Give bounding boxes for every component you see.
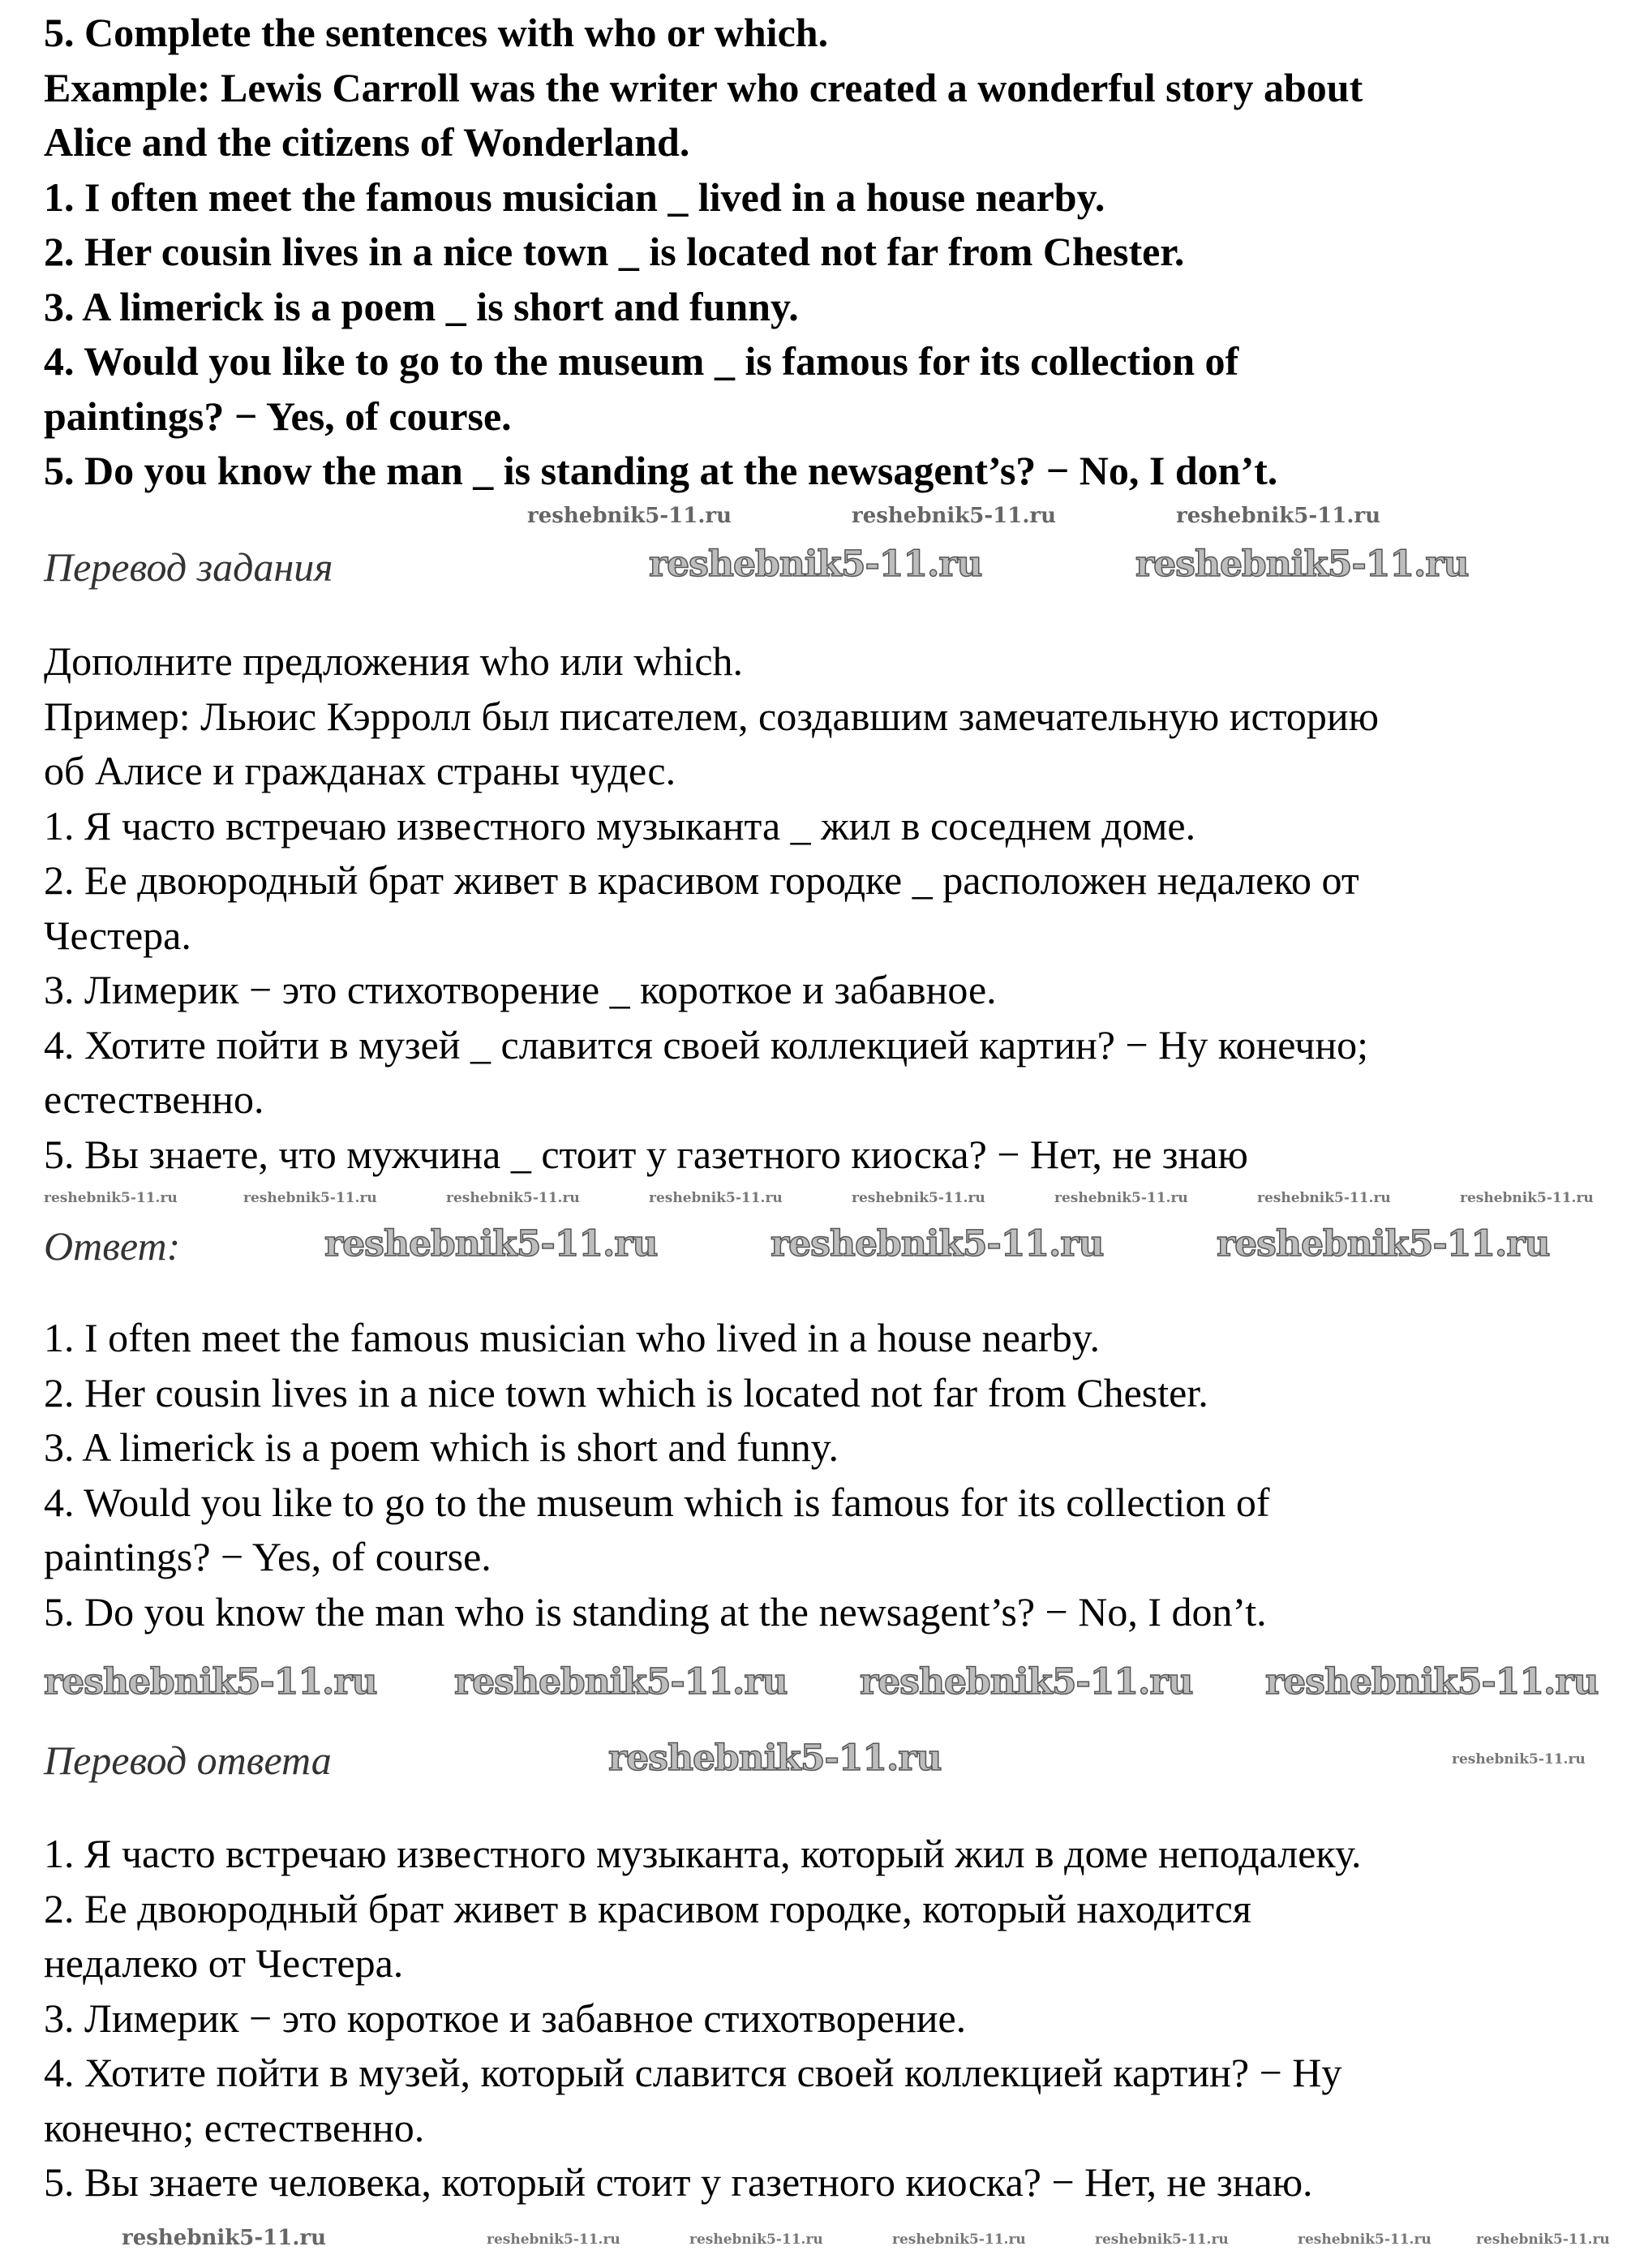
watermark: reshebnik5-11.ru [454,1661,788,1703]
watermark: reshebnik5-11.ru [1452,1751,1586,1768]
watermark: reshebnik5-11.ru [852,1190,985,1206]
watermark: reshebnik5-11.ru [1095,2231,1229,2248]
translation-line: Честера. [44,912,191,958]
task-example: Example: Lewis Carroll was the writer who created a wonderful story about [44,64,1363,110]
watermark: reshebnik5-11.ru [892,2231,1026,2248]
answer-heading: Ответ: [44,1223,181,1269]
translation-line: 5. Вы знаете, что мужчина _ стоит у газетного киоска? − Нет, не знаю [44,1131,1248,1177]
watermark: reshebnik5-11.ru [860,1661,1193,1703]
task-translation-block [44,634,1379,1182]
translation-line: 1. Я часто встречаю известного музыканта _ жил в соседнем доме. [44,802,1196,848]
watermark: reshebnik5-11.ru [852,504,1057,528]
translation-line: 2. Ее двоюродный брат живет в красивом городке _ расположен недалеко от [44,857,1359,903]
task-sentence: 4. Would you like to go to the museum _ is famous for its collection of [44,338,1239,384]
answer-translation-line: 4. Хотите пойти в музей, который славится своей коллекцией картин? − Ну [44,2050,1342,2095]
answer-translation-line: конечно; естественно. [44,2104,425,2150]
task-title: 5. Complete the sentences with who or which. [44,10,829,55]
answer-translation-line: 5. Вы знаете человека, который стоит у газетного киоска? − Нет, не знаю. [44,2159,1313,2205]
task-example-cont: Alice and the citizens of Wonderland. [44,119,690,165]
answer-translation-line: 3. Лимерик − это короткое и забавное стихотворение. [44,1995,967,2041]
watermark: reshebnik5-11.ru [44,1190,178,1206]
answer-block [44,1311,1270,1639]
watermark: reshebnik5-11.ru [1460,1190,1594,1206]
answer-line: paintings? − Yes, of course. [44,1534,491,1579]
answer-line: 5. Do you know the man who is standing at the newsagent’s? − No, I don’t. [44,1588,1267,1634]
task-sentence: paintings? − Yes, of course. [44,393,512,439]
watermark: reshebnik5-11.ru [1135,543,1469,585]
watermark: reshebnik5-11.ru [608,1738,942,1779]
translation-line: Пример: Льюис Кэрролл был писателем, создавшим замечательную историю [44,693,1379,739]
watermark: reshebnik5-11.ru [243,1190,377,1206]
answer-translation-line: 1. Я часто встречаю известного музыканта, который жил в доме неподалеку. [44,1831,1362,1876]
answer-translation-line: недалеко от Честера. [44,1940,404,1986]
translation-line: естественно. [44,1076,264,1122]
translation-line: Дополните предложения who или which. [44,638,744,684]
watermark: reshebnik5-11.ru [1054,1190,1188,1206]
answer-line: 2. Her cousin lives in a nice town which is located not far from Chester. [44,1369,1208,1415]
task-sentence: 1. I often meet the famous musician _ lived in a house nearby. [44,174,1105,220]
watermark: reshebnik5-11.ru [649,543,982,585]
answer-line: 1. I often meet the famous musician who lived in a house nearby. [44,1315,1100,1360]
watermark: reshebnik5-11.ru [446,1190,580,1206]
answer-line: 3. A limerick is a poem which is short and funny. [44,1424,839,1470]
answer-translation-heading: Перевод ответа [44,1738,332,1783]
watermark: reshebnik5-11.ru [324,1223,658,1265]
watermark: reshebnik5-11.ru [122,2226,327,2250]
answer-line: 4. Would you like to go to the museum which is famous for its collection of [44,1479,1270,1525]
task-translation-heading: Перевод задания [44,544,333,590]
watermark: reshebnik5-11.ru [770,1223,1104,1265]
watermark: reshebnik5-11.ru [1176,504,1381,528]
watermark: reshebnik5-11.ru [1217,1223,1550,1265]
translation-line: об Алисе и гражданах страны чудес. [44,748,676,793]
watermark: reshebnik5-11.ru [1476,2231,1610,2248]
task-block [44,6,1363,499]
watermark: reshebnik5-11.ru [1265,1661,1599,1703]
task-sentence: 3. A limerick is a poem _ is short and funny. [44,283,799,329]
watermark: reshebnik5-11.ru [44,1661,377,1703]
translation-line: 4. Хотите пойти в музей _ славится своей коллекцией картин? − Ну конечно; [44,1021,1369,1067]
watermark: reshebnik5-11.ru [689,2231,823,2248]
answer-translation-line: 2. Ее двоюродный брат живет в красивом городке, который находится [44,1885,1251,1931]
answer-translation-block [44,1827,1362,2210]
watermark: reshebnik5-11.ru [487,2231,620,2248]
watermark: reshebnik5-11.ru [1298,2231,1432,2248]
watermark: reshebnik5-11.ru [527,504,732,528]
task-sentence: 5. Do you know the man _ is standing at the newsagent’s? − No, I don’t. [44,448,1278,493]
task-sentence: 2. Her cousin lives in a nice town _ is located not far from Chester. [44,229,1185,274]
watermark: reshebnik5-11.ru [1257,1190,1391,1206]
translation-line: 3. Лимерик − это стихотворение _ короткое и забавное. [44,967,997,1012]
watermark: reshebnik5-11.ru [649,1190,783,1206]
